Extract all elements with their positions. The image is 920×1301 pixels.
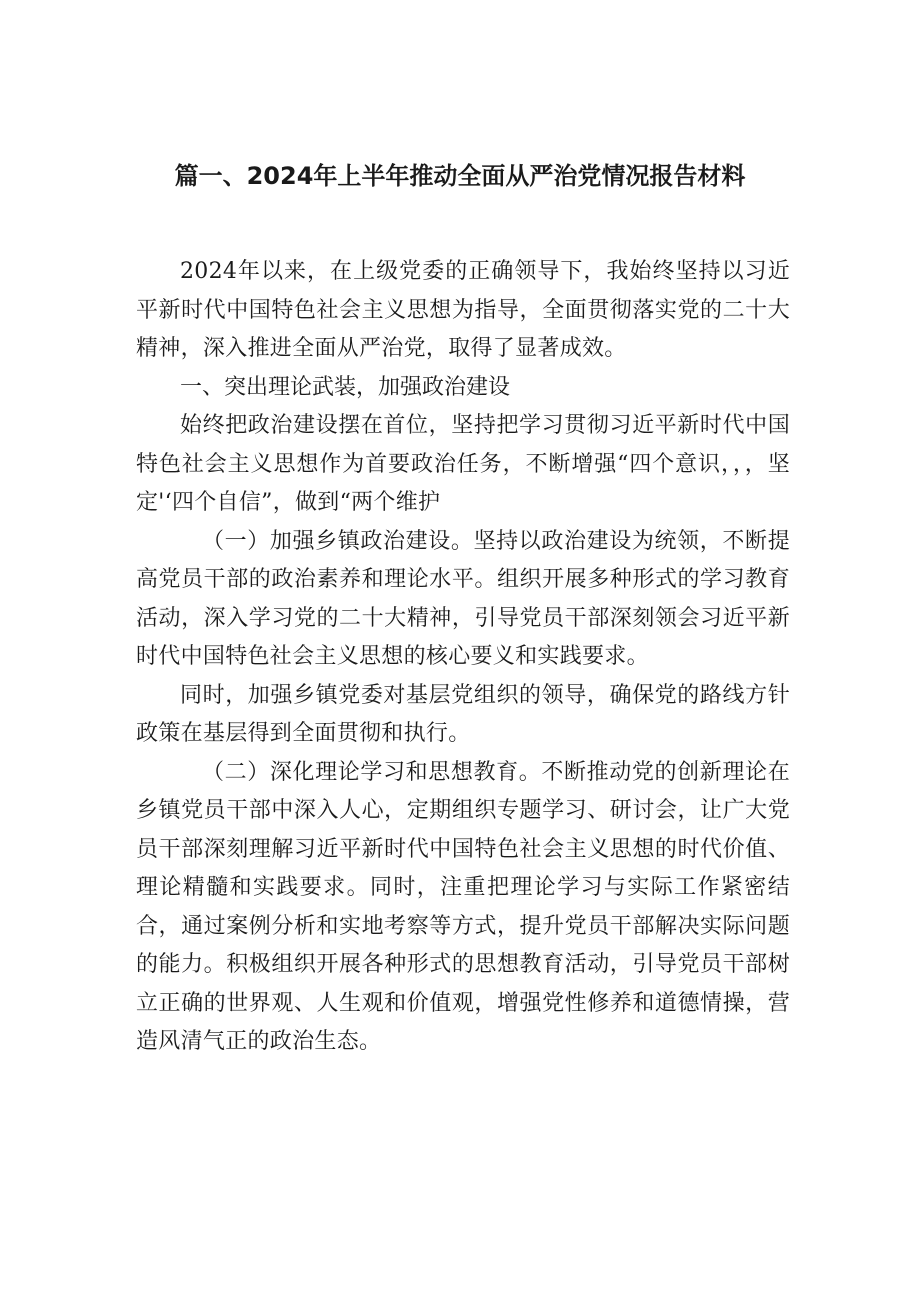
section-heading-1: 一、突出理论武装，加强政治建设 — [180, 374, 511, 400]
document-body — [136, 253, 790, 1062]
section-1-paragraph: 始终把政治建设摆在首位，坚持把学习贯彻习近平新时代中国特色社会主义思想作为首要政治任务，不断增强“四个意识，，，坚定'‘四个自信”，做到“两个维护 — [136, 413, 790, 515]
subsection-2-paragraph: （二）深化理论学习和思想教育。不断推动党的创新理论在乡镇党员干部中深入人心，定期组织专题学习、研讨会，让广大党员干部深刻理解习近平新时代中国特色社会主义思想的时代价值、理论精髓和实践要求。同时，注重把理论学习与实际工作紧密结合，通过案例分析和实地考察等方式，提升党员干部解决实际问题的能力。积极组织开展各种形式的思想教育活动，引导党员干部树立正确的世界观、人生观和价值观，增强党性修养和道德情操，营造风清气正的政治生态。 — [136, 759, 790, 1054]
subsection-1-continuation: 同时，加强乡镇党委对基层党组织的领导，确保党的路线方针政策在基层得到全面贯彻和执行。 — [136, 682, 790, 746]
document-title: 篇一、2024年上半年推动全面从严治党情况报告材料 — [174, 162, 746, 190]
intro-paragraph: 2024年以来，在上级党委的正确领导下，我始终坚持以习近平新时代中国特色社会主义思想为指导，全面贯彻落实党的二十大精神，深入推进全面从严治党，取得了显著成效。 — [136, 259, 790, 361]
subsection-1-paragraph: （一）加强乡镇政治建设。坚持以政治建设为统领，不断提高党员干部的政治素养和理论水平。组织开展多种形式的学习教育活动，深入学习党的二十大精神，引导党员干部深刻领会习近平新时代中国特色社会主义思想的核心要义和实践要求。 — [136, 528, 790, 669]
